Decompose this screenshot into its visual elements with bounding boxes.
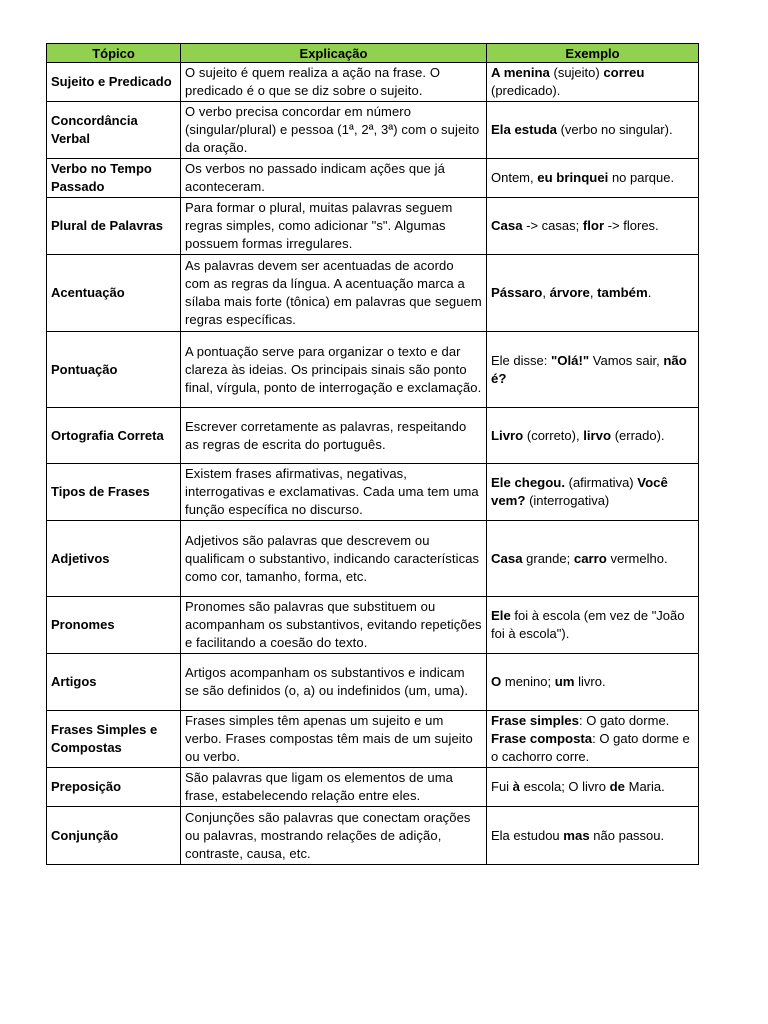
- example-cell: [487, 464, 699, 521]
- example-text: (sujeito): [549, 65, 604, 80]
- topic-cell: Frases Simples e Compostas: [47, 711, 181, 768]
- example-highlight: Ele: [491, 608, 511, 623]
- example-text: -> flores.: [604, 218, 659, 233]
- table-row: [47, 768, 699, 807]
- example-highlight: "Olá!": [550, 352, 590, 368]
- topic-cell: Ortografia Correta: [47, 408, 181, 464]
- table-header: [47, 44, 699, 63]
- table-row: [47, 654, 699, 711]
- example-highlight: árvore: [549, 285, 590, 300]
- example-text: grande;: [522, 550, 574, 566]
- example-text: (predicado).: [491, 83, 561, 98]
- example-cell: [487, 408, 699, 464]
- header-row: [47, 44, 699, 63]
- example-highlight: Casa: [491, 550, 523, 566]
- topic-cell: Concordância Verbal: [47, 102, 181, 159]
- example-highlight: correu: [603, 65, 645, 80]
- example-text: .: [647, 285, 652, 300]
- example-text: ,: [589, 285, 598, 300]
- topic-cell: Acentuação: [47, 255, 181, 332]
- example-text: (verbo no singular).: [556, 122, 673, 137]
- example-text: livro.: [574, 674, 606, 689]
- topic-cell: Tipos de Frases: [47, 464, 181, 521]
- example-highlight: Ela estuda: [491, 122, 557, 137]
- example-text: ,: [542, 285, 550, 300]
- example-highlight: lirvo: [583, 427, 612, 443]
- example-cell: [487, 159, 699, 198]
- example-highlight: também: [597, 285, 648, 300]
- table-row: [47, 408, 699, 464]
- example-text: : O gato dorme e o cachorro corre.: [491, 731, 690, 764]
- example-highlight: um: [554, 674, 575, 689]
- example-highlight: carro: [573, 550, 607, 566]
- example-cell: [487, 332, 699, 408]
- topic-cell: Adjetivos: [47, 521, 181, 597]
- table-row: [47, 807, 699, 865]
- example-highlight: de: [609, 779, 625, 794]
- topic-cell: Preposição: [47, 768, 181, 807]
- example-cell: [487, 654, 699, 711]
- example-highlight: mas: [563, 827, 590, 843]
- example-highlight: O: [491, 674, 502, 689]
- example-cell: [487, 255, 699, 332]
- example-text: escola; O livro: [520, 779, 610, 794]
- example-text: (interrogativa): [525, 493, 610, 508]
- explanation-cell: As palavras devem ser acentuadas de acordo com as regras da língua. A acentuação marca a sílaba mais forte (tônica) em palavras que seguem regras específicas.: [181, 255, 487, 332]
- table-row: [47, 255, 699, 332]
- example-text: (correto),: [523, 427, 584, 443]
- topic-cell: Pronomes: [47, 597, 181, 654]
- topic-cell: Conjunção: [47, 807, 181, 865]
- example-highlight: A menina: [491, 65, 550, 80]
- example-text: não passou.: [589, 827, 665, 843]
- example-highlight: Pássaro: [491, 285, 543, 300]
- example-text: Maria.: [625, 779, 665, 794]
- explanation-cell: A pontuação serve para organizar o texto e dar clareza às ideias. Os principais sinais são ponto final, vírgula, ponto de interrogação e exclamação.: [181, 332, 487, 408]
- table-row: [47, 332, 699, 408]
- example-highlight: Você vem?: [491, 475, 668, 508]
- explanation-cell: O sujeito é quem realiza a ação na frase. O predicado é o que se diz sobre o sujeito.: [181, 63, 487, 102]
- example-highlight: flor: [582, 218, 605, 233]
- grammar-table: [46, 43, 699, 865]
- explanation-cell: Adjetivos são palavras que descrevem ou qualificam o substantivo, indicando características como cor, tamanho, forma, etc.: [181, 521, 487, 597]
- example-text: -> casas;: [522, 218, 583, 233]
- example-highlight: Casa: [491, 218, 523, 233]
- table-row: [47, 464, 699, 521]
- example-text: (errado).: [611, 427, 665, 443]
- example-highlight: Frase simples: [491, 713, 579, 728]
- explanation-cell: Para formar o plural, muitas palavras seguem regras simples, como adicionar "s". Algumas possuem formas irregulares.: [181, 198, 487, 255]
- example-cell: [487, 198, 699, 255]
- example-text: : O gato dorme.: [578, 713, 670, 728]
- header-example: Exemplo: [487, 44, 699, 63]
- table-row: [47, 521, 699, 597]
- table-row: [47, 159, 699, 198]
- table-row: [47, 597, 699, 654]
- topic-cell: Verbo no Tempo Passado: [47, 159, 181, 198]
- example-cell: [487, 807, 699, 865]
- example-text: vermelho.: [606, 550, 668, 566]
- example-text: Ele disse:: [491, 352, 551, 368]
- explanation-cell: Existem frases afirmativas, negativas, interrogativas e exclamativas. Cada uma tem uma função específica no discurso.: [181, 464, 487, 521]
- topic-cell: Sujeito e Predicado: [47, 63, 181, 102]
- table-row: [47, 198, 699, 255]
- header-topic: Tópico: [47, 44, 181, 63]
- example-text: Vamos sair,: [589, 352, 664, 368]
- example-text: foi à escola (em vez de "João foi à escola").: [491, 608, 685, 641]
- explanation-cell: Pronomes são palavras que substituem ou acompanham os substantivos, evitando repetições e facilitando a coesão do texto.: [181, 597, 487, 654]
- example-highlight: Livro: [491, 427, 524, 443]
- header-explanation: Explicação: [181, 44, 487, 63]
- example-text: Ontem,: [491, 170, 538, 185]
- example-highlight: não é?: [491, 352, 687, 386]
- explanation-cell: São palavras que ligam os elementos de uma frase, estabelecendo relação entre eles.: [181, 768, 487, 807]
- explanation-cell: Escrever corretamente as palavras, respeitando as regras de escrita do português.: [181, 408, 487, 464]
- example-highlight: Ele chegou.: [491, 475, 566, 490]
- example-text: (afirmativa): [565, 475, 638, 490]
- table-row: [47, 711, 699, 768]
- example-cell: [487, 597, 699, 654]
- example-cell: [487, 63, 699, 102]
- example-cell: [487, 521, 699, 597]
- explanation-cell: Os verbos no passado indicam ações que já aconteceram.: [181, 159, 487, 198]
- explanation-cell: O verbo precisa concordar em número (singular/plural) e pessoa (1ª, 2ª, 3ª) com o sujeito da oração.: [181, 102, 487, 159]
- example-text: menino;: [501, 674, 555, 689]
- example-text: Ela estudou: [491, 827, 564, 843]
- example-cell: [487, 711, 699, 768]
- table-body: [47, 63, 699, 865]
- example-cell: [487, 768, 699, 807]
- example-text: no parque.: [608, 170, 675, 185]
- example-highlight: à: [512, 779, 521, 794]
- table-row: [47, 63, 699, 102]
- table-row: [47, 102, 699, 159]
- grammar-sheet: [46, 43, 698, 865]
- topic-cell: Pontuação: [47, 332, 181, 408]
- example-highlight: eu brinquei: [537, 170, 609, 185]
- topic-cell: Artigos: [47, 654, 181, 711]
- topic-cell: Plural de Palavras: [47, 198, 181, 255]
- example-cell: [487, 102, 699, 159]
- explanation-cell: Conjunções são palavras que conectam orações ou palavras, mostrando relações de adição, contraste, causa, etc.: [181, 807, 487, 865]
- example-highlight: Frase composta: [491, 731, 593, 746]
- explanation-cell: Frases simples têm apenas um sujeito e um verbo. Frases compostas têm mais de um sujeito ou verbo.: [181, 711, 487, 768]
- example-text: Fui: [491, 779, 513, 794]
- explanation-cell: Artigos acompanham os substantivos e indicam se são definidos (o, a) ou indefinidos (um, uma).: [181, 654, 487, 711]
